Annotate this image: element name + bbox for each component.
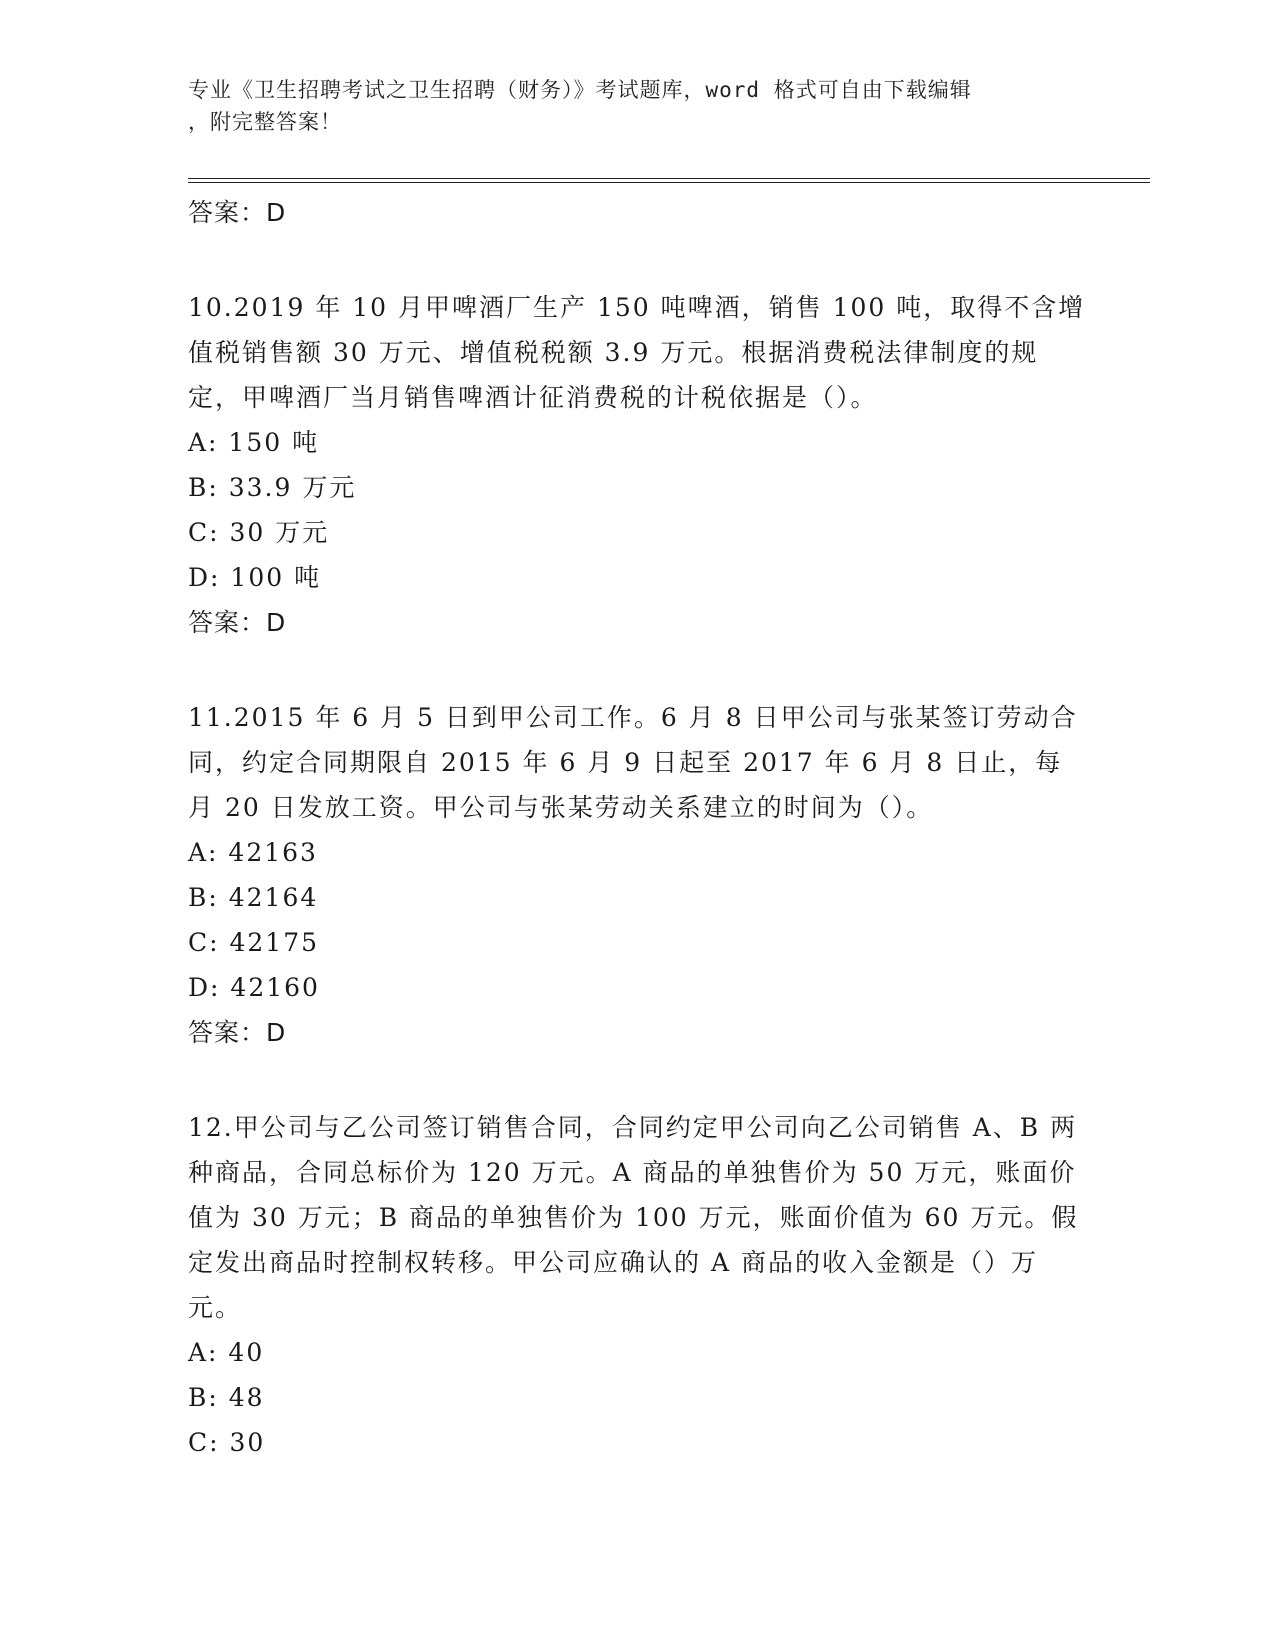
answer-previous: 答案：D [188,198,287,227]
question-text: 11.2015 年 6 月 5 日到甲公司工作。6 月 8 日甲公司与张某签订劳动合同，约定合同期限自 2015 年 6 月 9 日起至 2017 年 6 月 8 日止，每月 20 日发放工资。甲公司与张某劳动关系建立的时间为（）。 [188,703,1078,822]
option-c: C: 30 万元 [188,518,330,547]
question-10 [188,285,1088,645]
answer: 答案：D [188,608,287,637]
header-rule-bottom [188,182,1150,183]
question-11 [188,695,1088,1055]
option-b: B: 33.9 万元 [188,473,357,502]
answer: 答案：D [188,1018,287,1047]
question-text: 12.甲公司与乙公司签订销售合同，合同约定甲公司向乙公司销售 A、B 两种商品，合同总标价为 120 万元。A 商品的单独售价为 50 万元，账面价值为 30 万元；B 商品的单独售价为 100 万元，账面价值为 60 万元。假定发出商品时控制权转移。甲公司应确认的 A 商品的收入金额是（）万元。 [188,1113,1079,1322]
option-b: B: 48 [188,1383,265,1412]
option-b: B: 42164 [188,883,319,912]
question-text: 10.2019 年 10 月甲啤酒厂生产 150 吨啤酒，销售 100 吨，取得不含增值税销售额 30 万元、增值税税额 3.9 万元。根据消费税法律制度的规定，甲啤酒厂当月销售啤酒计征消费税的计税依据是（）。 [188,293,1086,412]
question-list [188,190,1088,1465]
option-d: D: 42160 [188,973,320,1002]
header-line-2: ，附完整答案！ [188,110,342,134]
question-12 [188,1105,1088,1465]
document-header [188,74,1068,138]
header-line-1: 专业《卫生招聘考试之卫生招聘（财务）》考试题库，word 格式可自由下载编辑 [188,78,972,102]
option-a: A: 150 吨 [188,428,320,457]
header-rule-top [188,178,1150,179]
option-c: C: 42175 [188,928,320,957]
option-a: A: 42163 [188,838,318,867]
option-c: C: 30 [188,1428,266,1457]
option-d: D: 100 吨 [188,563,322,592]
option-a: A: 40 [188,1338,265,1367]
